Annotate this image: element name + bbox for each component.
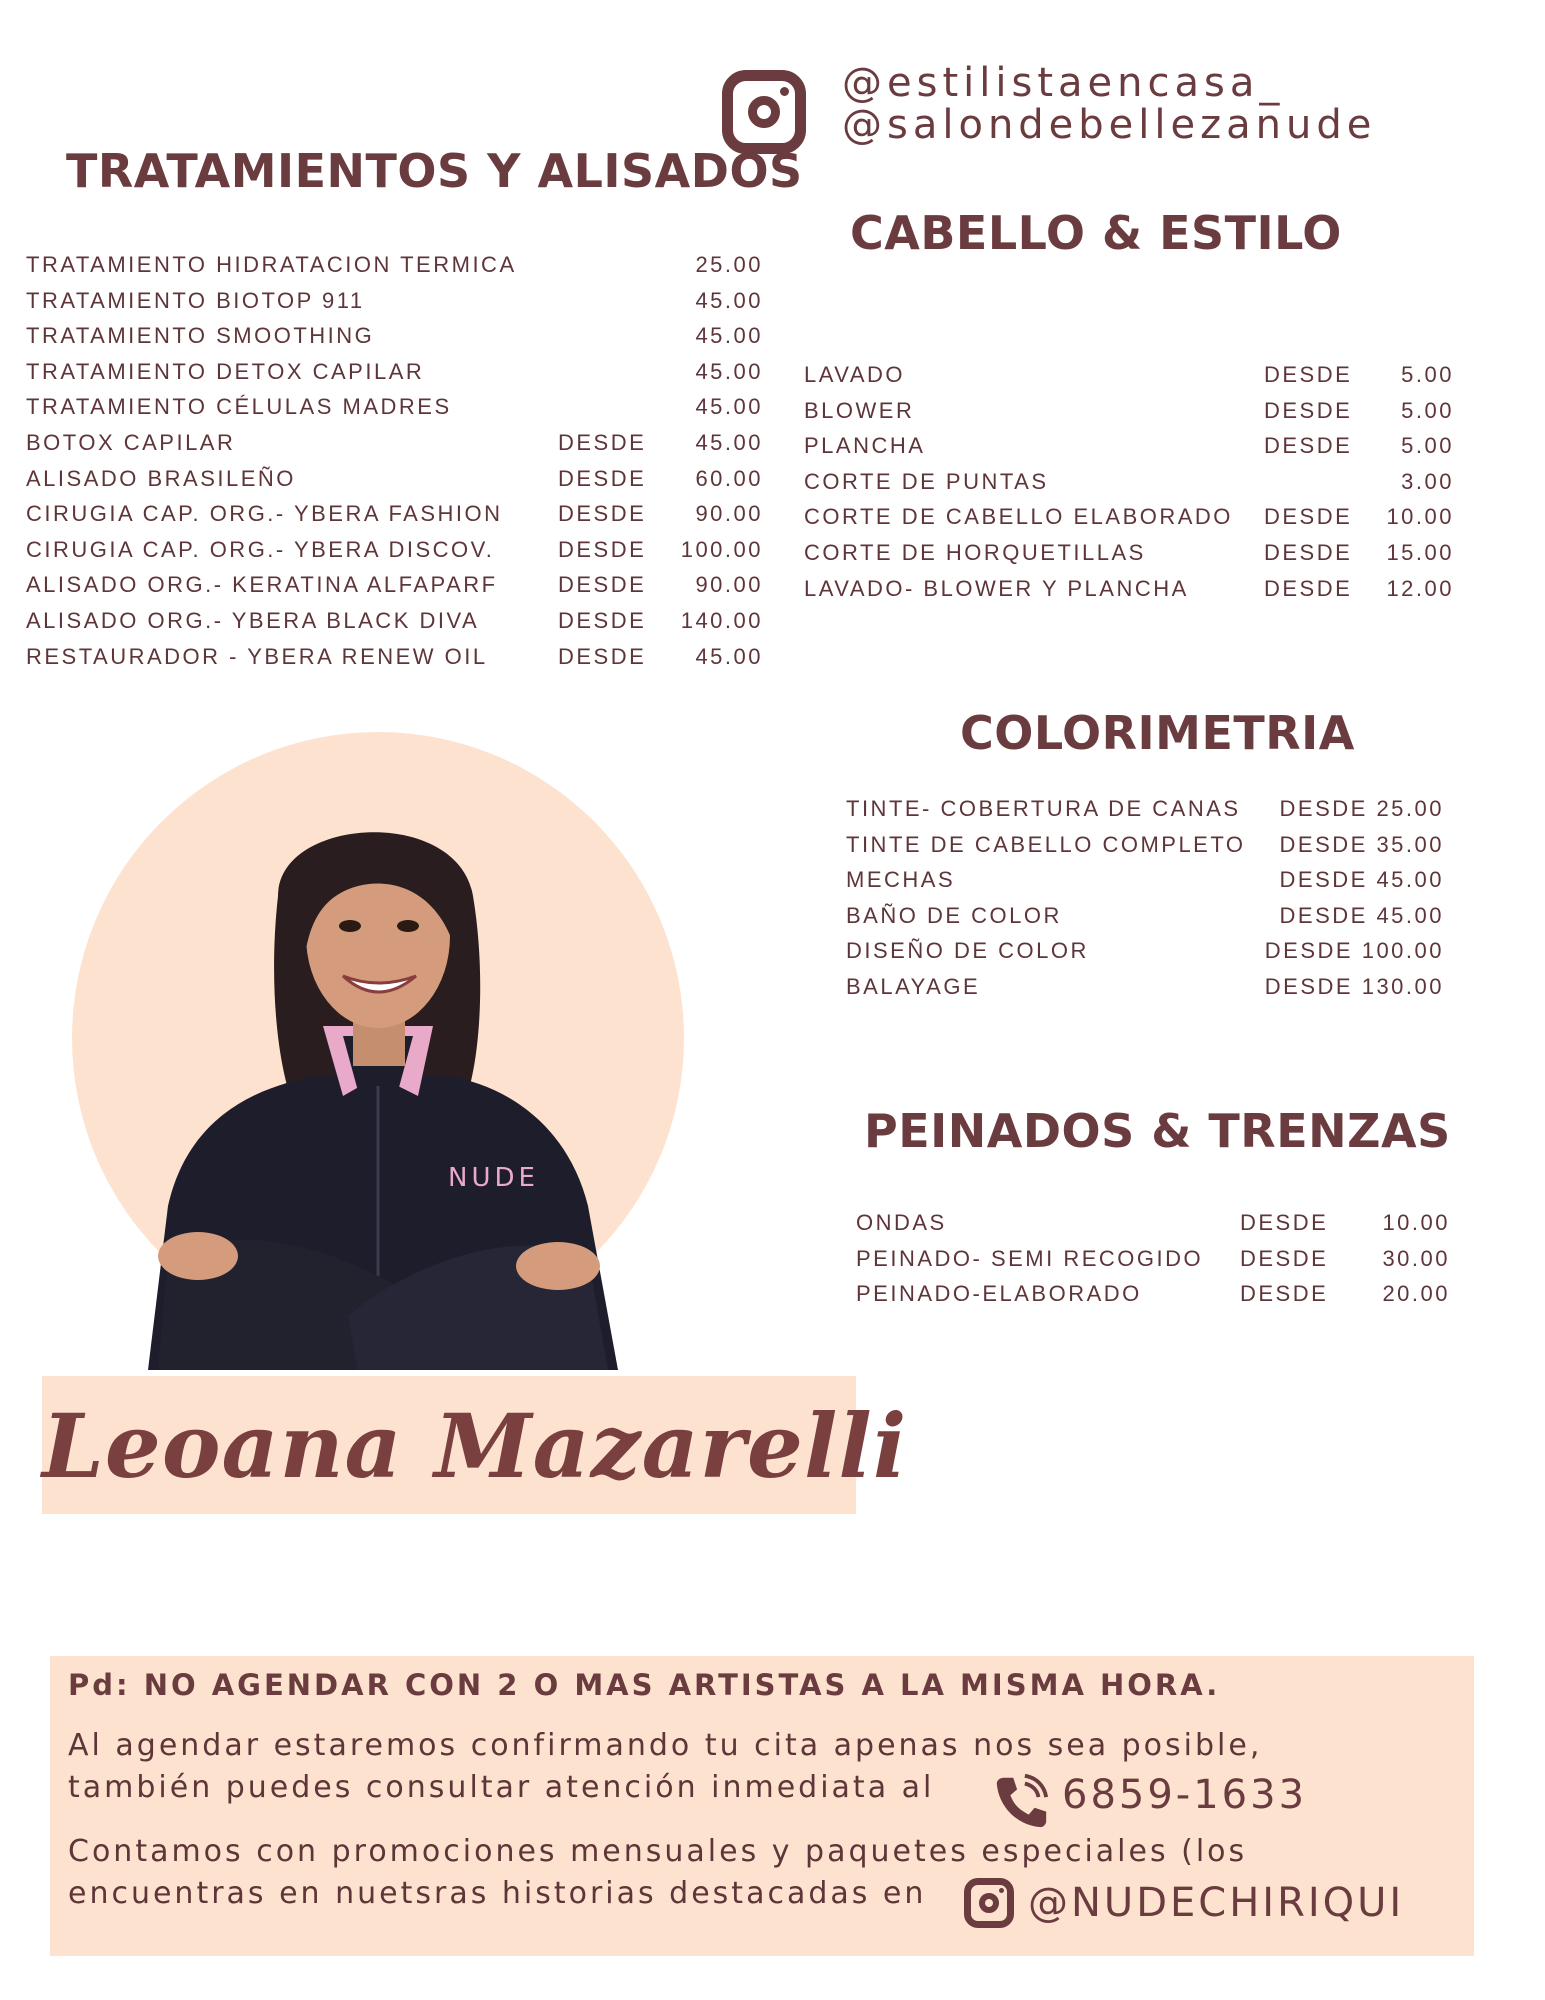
service-price: DESDE 100.00 — [1264, 938, 1444, 964]
price-prefix: DESDE — [1264, 362, 1353, 387]
service-name: MECHAS — [846, 867, 956, 893]
service-price: 15.00 — [1386, 540, 1454, 565]
heading-peinados: PEINADOS & TRENZAS — [864, 1104, 1451, 1158]
stylist-photo — [128, 786, 628, 1370]
service-name: TRATAMIENTO CÉLULAS MADRES — [26, 394, 452, 420]
service-name: TINTE DE CABELLO COMPLETO — [846, 831, 1246, 857]
price-prefix: DESDE — [558, 608, 647, 633]
handle-estilistaencasa[interactable]: @estilistaencasa_ — [842, 60, 1285, 106]
tratamientos-row — [26, 323, 763, 357]
service-price: 60.00 — [695, 465, 763, 491]
note-line-4: encuentras en nuetsras historias destacadas en — [68, 1876, 927, 1911]
service-price: 10.00 — [1386, 504, 1454, 530]
price-prefix: DESDE — [558, 643, 647, 669]
service-name: LAVADO — [804, 362, 905, 387]
cabello-row — [804, 540, 1454, 574]
service-name: TRATAMIENTO HIDRATACION TERMICA — [26, 252, 517, 277]
tratamientos-row — [26, 394, 763, 428]
service-price: 20.00 — [1382, 1281, 1450, 1307]
instagram-icon[interactable] — [722, 70, 806, 154]
service-price: 45.00 — [695, 323, 763, 349]
peinados-row — [856, 1210, 1450, 1244]
heading-tratamientos: TRATAMIENTOS Y ALISADOS — [66, 144, 803, 198]
price-prefix: DESDE — [1240, 1281, 1329, 1307]
service-price: DESDE 25.00 — [1279, 796, 1444, 821]
service-price: 45.00 — [695, 394, 763, 420]
service-price: 5.00 — [1401, 397, 1454, 423]
service-name: LAVADO- BLOWER Y PLANCHA — [804, 575, 1189, 601]
tratamientos-row — [26, 644, 763, 678]
name-banner — [42, 1376, 908, 1514]
price-prefix: DESDE — [1264, 575, 1353, 601]
instagram-lens — [748, 96, 780, 128]
heading-cabello: CABELLO & ESTILO — [850, 206, 1342, 260]
price-prefix: DESDE — [558, 465, 647, 491]
service-name: BLOWER — [804, 397, 915, 423]
price-prefix: DESDE — [1264, 433, 1353, 459]
service-price: DESDE 45.00 — [1279, 867, 1444, 893]
peinados-row — [856, 1246, 1450, 1280]
service-price: DESDE 45.00 — [1279, 902, 1444, 928]
instagram-small-lens — [979, 1893, 999, 1913]
tratamientos-row — [26, 288, 763, 322]
cabello-row — [804, 398, 1454, 432]
service-name: TRATAMIENTO DETOX CAPILAR — [26, 358, 425, 384]
price-prefix: DESDE — [558, 501, 647, 527]
instagram-dot — [780, 87, 789, 96]
shirt-logo: NUDE — [448, 1163, 539, 1193]
service-name: CORTE DE PUNTAS — [804, 468, 1049, 494]
nudechiriqui-handle[interactable]: @NUDECHIRIQUI — [1028, 1880, 1405, 1926]
colorimetria-row — [846, 974, 1444, 1008]
tratamientos-row — [26, 466, 763, 500]
colorimetria-row — [846, 796, 1444, 830]
service-name: ALISADO BRASILEÑO — [26, 465, 296, 491]
service-name: PEINADO-ELABORADO — [856, 1281, 1142, 1307]
service-price: 90.00 — [695, 501, 763, 527]
note-line-3: Contamos con promociones mensuales y paquetes especiales (los — [68, 1834, 1248, 1869]
colorimetria-row — [846, 867, 1444, 901]
service-name: TINTE- COBERTURA DE CANAS — [846, 796, 1241, 821]
phone-icon[interactable] — [990, 1770, 1052, 1832]
service-name: TRATAMIENTO SMOOTHING — [26, 323, 375, 349]
price-prefix: DESDE — [558, 572, 647, 598]
service-name: DISEÑO DE COLOR — [846, 938, 1089, 964]
tratamientos-row — [26, 252, 763, 286]
service-price: 12.00 — [1386, 575, 1454, 601]
handle-salondebellezanude[interactable]: @salondebellezanude — [842, 102, 1377, 148]
service-name: CIRUGIA CAP. ORG.- YBERA FASHION — [26, 501, 503, 527]
tratamientos-row — [26, 572, 763, 606]
note-line-1: Al agendar estaremos confirmando tu cita apenas nos sea posible, — [68, 1728, 1263, 1763]
heading-colorimetria: COLORIMETRIA — [960, 706, 1355, 760]
service-name: ALISADO ORG.- KERATINA ALFAPARF — [26, 572, 498, 598]
service-name: CIRUGIA CAP. ORG.- YBERA DISCOV. — [26, 536, 495, 562]
peinados-row — [856, 1281, 1450, 1315]
price-prefix: DESDE — [558, 430, 647, 455]
price-prefix: DESDE — [1240, 1245, 1329, 1271]
service-price: 5.00 — [1401, 362, 1454, 387]
service-name: BAÑO DE COLOR — [846, 902, 1062, 928]
price-prefix: DESDE — [558, 536, 647, 562]
tratamientos-row — [26, 359, 763, 393]
tratamientos-row — [26, 430, 763, 464]
service-name: CORTE DE HORQUETILLAS — [804, 540, 1146, 565]
service-price: 25.00 — [695, 252, 763, 277]
service-name: ONDAS — [856, 1210, 947, 1235]
service-price: 45.00 — [695, 643, 763, 669]
instagram-icon-small[interactable] — [964, 1878, 1014, 1928]
service-name: ALISADO ORG.- YBERA BLACK DIVA — [26, 608, 480, 633]
cabello-row — [804, 576, 1454, 610]
colorimetria-row — [846, 832, 1444, 866]
service-name: TRATAMIENTO BIOTOP 911 — [26, 287, 365, 313]
note-headline: Pd: NO AGENDAR CON 2 O MAS ARTISTAS A LA MISMA HORA. — [68, 1668, 1221, 1702]
colorimetria-row — [846, 903, 1444, 937]
tratamientos-row — [26, 608, 763, 642]
service-price: 45.00 — [695, 358, 763, 384]
service-name: PLANCHA — [804, 433, 926, 459]
tratamientos-row — [26, 501, 763, 535]
service-price: 140.00 — [680, 608, 763, 633]
phone-number[interactable]: 6859-1633 — [1062, 1772, 1308, 1818]
cabello-row — [804, 469, 1454, 503]
price-prefix: DESDE — [1264, 397, 1353, 423]
service-price: 100.00 — [680, 536, 763, 562]
service-price: 5.00 — [1401, 433, 1454, 459]
note-line-2: también puedes consultar atención inmediata al — [68, 1770, 935, 1805]
service-price: 10.00 — [1382, 1210, 1450, 1235]
service-price: DESDE 130.00 — [1264, 974, 1444, 999]
cabello-row — [804, 504, 1454, 538]
stylist-name: Leoana Mazarelli — [42, 1394, 908, 1498]
service-price: 30.00 — [1382, 1245, 1450, 1271]
service-name: RESTAURADOR - YBERA RENEW OIL — [26, 643, 488, 669]
tratamientos-row — [26, 537, 763, 571]
colorimetria-row — [846, 938, 1444, 972]
service-price: 3.00 — [1401, 468, 1454, 494]
price-prefix: DESDE — [1264, 504, 1353, 530]
cabello-row — [804, 362, 1454, 396]
service-price: 45.00 — [695, 430, 763, 455]
cabello-row — [804, 433, 1454, 467]
price-prefix: DESDE — [1240, 1210, 1329, 1235]
service-name: BALAYAGE — [846, 974, 981, 999]
service-name: CORTE DE CABELLO ELABORADO — [804, 504, 1233, 530]
service-name: PEINADO- SEMI RECOGIDO — [856, 1245, 1204, 1271]
price-prefix: DESDE — [1264, 540, 1353, 565]
service-name: BOTOX CAPILAR — [26, 430, 236, 455]
service-price: DESDE 35.00 — [1279, 831, 1444, 857]
service-price: 90.00 — [695, 572, 763, 598]
service-price: 45.00 — [695, 287, 763, 313]
instagram-small-dot — [999, 1888, 1004, 1893]
